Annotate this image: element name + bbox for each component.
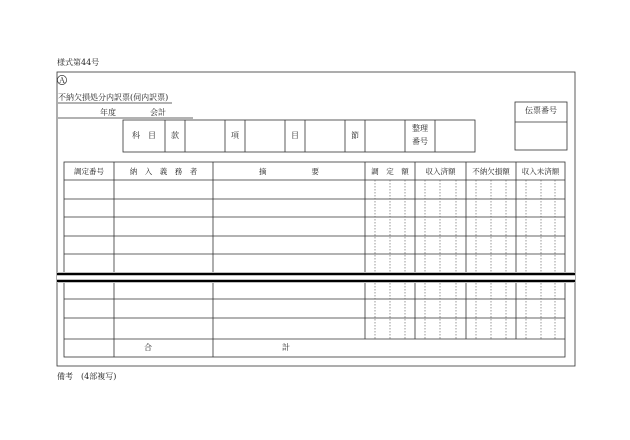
account-label: 会計 bbox=[150, 108, 166, 117]
slip-number-label: 伝票番号 bbox=[525, 106, 557, 115]
year-label: 年度 bbox=[100, 108, 116, 117]
header-assessment-number: 調定番号 bbox=[74, 167, 104, 176]
footer-note: 備考 (4部複写) bbox=[57, 372, 117, 381]
moku-label: 目 bbox=[291, 131, 299, 140]
setsu-label: 節 bbox=[351, 131, 359, 140]
header-payer: 納 入 義 務 者 bbox=[129, 167, 198, 176]
header-uncollected-amount: 収入未済額 bbox=[521, 167, 560, 176]
total-label-right: 計 bbox=[282, 343, 290, 352]
subject-label: 科 目 bbox=[132, 131, 156, 140]
header-summary: 摘 要 bbox=[259, 167, 319, 176]
form-number: 様式第44号 bbox=[57, 58, 100, 67]
form-title: 不納欠損処分内訳票(伺内訳票) bbox=[58, 93, 169, 102]
kan-label: 款 bbox=[171, 131, 179, 140]
kou-label: 項 bbox=[231, 131, 239, 140]
header-received-amount: 収入済額 bbox=[425, 167, 456, 176]
total-label-left: 合 bbox=[144, 343, 152, 352]
ref-number-label-line1: 整理 bbox=[412, 124, 428, 133]
ref-number-label-line2: 番号 bbox=[412, 137, 428, 146]
header-deficit-amount: 不納欠損額 bbox=[472, 167, 510, 176]
circled-a-marker: Ａ bbox=[58, 76, 66, 85]
header-assessed-amount: 調 定 額 bbox=[371, 167, 409, 176]
